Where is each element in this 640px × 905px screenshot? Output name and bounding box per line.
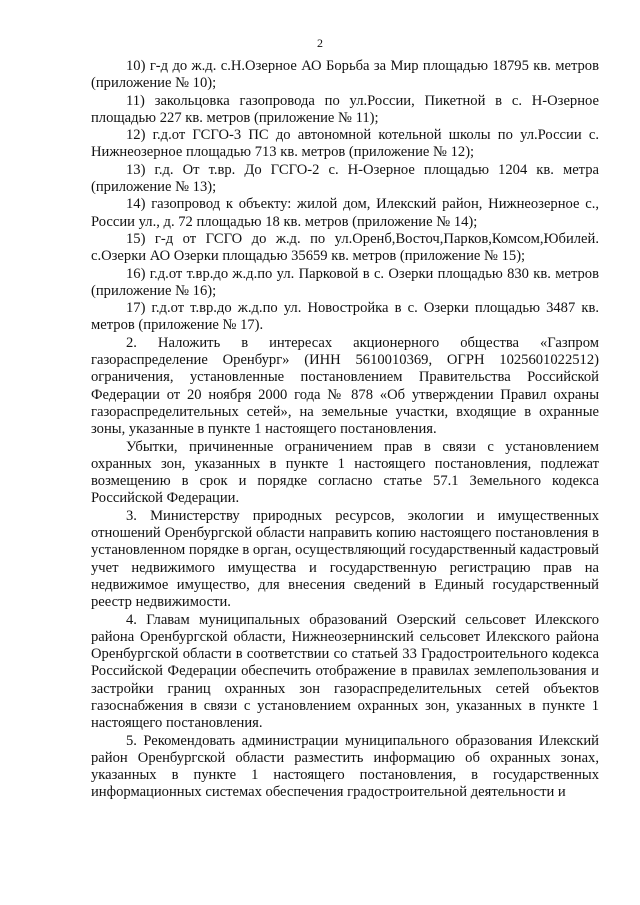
clause-5: 5. Рекомендовать администрации муниципального образования Илекский район Оренбургской области разместить информацию об охранных зонах, указанных в пункте 1 настоящего постановления, в государственных информационных системах обеспечения градостроительной деятельности и (91, 732, 599, 801)
clause-2: 2. Наложить в интересах акционерного общества «Газпром газораспределение Оренбург» (ИНН 5610010369, ОГРН 1025601022512) ограничения, установленные постановлением Правительства Российской Федерации от 20 ноября 2000 года № 878 «Об утверждении Правил охраны газораспределительных сетей», на земельные участки, входящие в охранные зоны, указанные в пункте 1 настоящего постановления. (91, 334, 599, 438)
list-item-16: 16) г.д.от т.вр.до ж.д.по ул. Парковой в с. Озерки площадью 830 кв. метров (приложение № 16); (91, 265, 599, 299)
list-item-10: 10) г-д до ж.д. с.Н.Озерное АО Борьба за Мир площадью 18795 кв. метров (приложение № 10); (91, 58, 599, 92)
document-body (91, 58, 599, 802)
page-number: 2 (317, 36, 323, 50)
list-item-14: 14) газопровод к объекту: жилой дом, Илекский район, Нижнеозерное с., России ул., д. 72 площадью 18 кв. метров (приложение № 14); (91, 196, 599, 230)
list-item-11: 11) закольцовка газопровода по ул.России, Пикетной в с. Н-Озерное площадью 227 кв. метров (приложение № 11); (91, 92, 599, 126)
clause-3: 3. Министерству природных ресурсов, экологии и имущественных отношений Оренбургской области направить копию настоящего постановления в установленном порядке в орган, осуществляющий государственный кадастровый учет недвижимого имущества и государственную регистрацию прав на недвижимое имущество, для внесения сведений в Единый государственный реестр недвижимости. (91, 507, 599, 611)
clause-4: 4. Главам муниципальных образований Озерский сельсовет Илекского района Оренбургской области, Нижнеозернинский сельсовет Илекского района Оренбургской области в соответствии со статьей 33 Градостроительного кодекса Российской Федерации обеспечить отображение в правилах землепользования и застройки границ охранных зон газораспределительных сетей объектов газоснабжения в связи с установлением охранных зон, указанных в пункте 1 настоящего постановления. (91, 611, 599, 732)
list-item-12: 12) г.д.от ГСГО-3 ПС до автономной котельной школы по ул.России с. Нижнеозерное площадью 713 кв. метров (приложение № 12); (91, 127, 599, 161)
list-item-15: 15) г-д от ГСГО до ж.д. по ул.Оренб,Восточ,Парков,Комсом,Юбилей. с.Озерки АО Озерки площадью 35659 кв. метров (приложение № 15); (91, 230, 599, 265)
clause-2-losses: Убытки, причиненные ограничением прав в связи с установлением охранных зон, указанных в пункте 1 настоящего постановления, подлежат возмещению в срок и порядке согласно статье 57.1 Земельного кодекса Российской Федерации. (91, 438, 599, 507)
list-item-17: 17) г.д.от т.вр.до ж.д.по ул. Новостройка в с. Озерки площадью 3487 кв. метров (приложение № 17). (91, 300, 599, 334)
list-item-13: 13) г.д. От т.вр. До ГСГО-2 с. Н-Озерное площадью 1204 кв. метра (приложение № 13); (91, 161, 599, 196)
